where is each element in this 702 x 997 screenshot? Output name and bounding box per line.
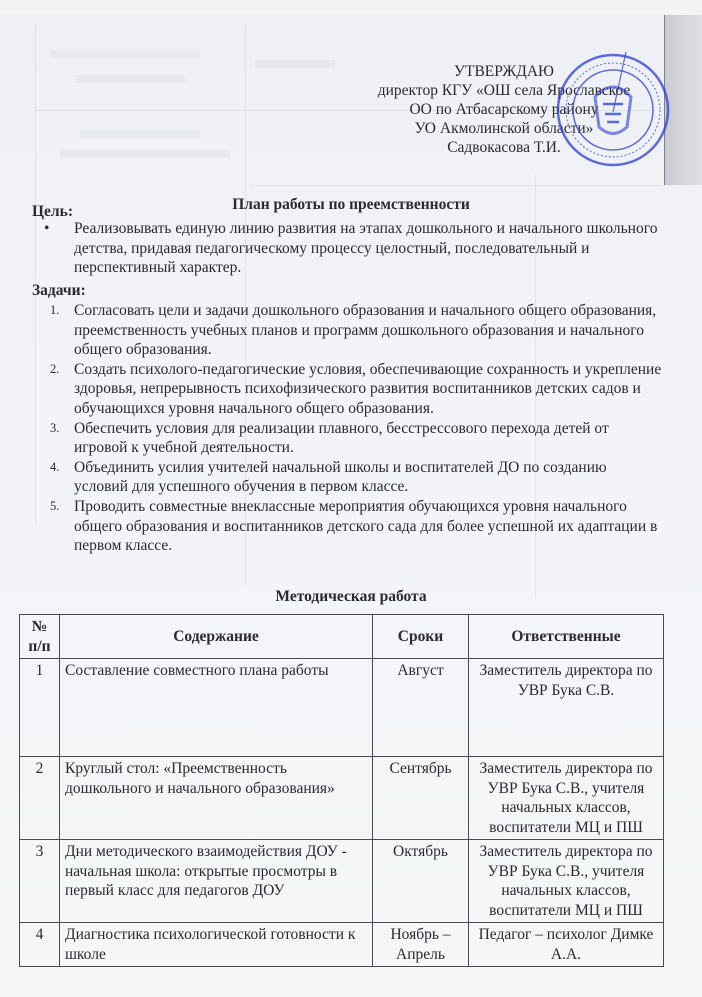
task-number: 1. <box>50 303 60 317</box>
column-header-term: Сроки <box>373 615 469 659</box>
bleed-through-line <box>35 25 36 525</box>
task-number: 2. <box>50 361 60 376</box>
cell-term: Август <box>373 659 469 757</box>
approval-line: ОО по Атбасарскому району <box>409 101 599 118</box>
cell-content: Диагностика психологической готовности к школе <box>60 923 373 967</box>
cell-term: Сентябрь <box>373 757 469 840</box>
column-header-number: № п/п <box>20 615 60 659</box>
task-item <box>50 360 662 419</box>
task-item <box>50 497 662 556</box>
table-row <box>20 840 664 923</box>
bleed-through-line <box>250 185 660 186</box>
task-text: Проводить совместные внеклассные мероприятия обучающихся уровня начального общего образования и воспитанников детского сада для более успешной их адаптации в первом классе. <box>74 497 658 555</box>
task-item <box>50 458 662 497</box>
bleed-through-text <box>80 130 200 138</box>
task-item <box>50 419 662 458</box>
methodical-work-table <box>19 614 664 967</box>
bleed-through-text <box>60 150 230 158</box>
cell-content: Дни методического взаимодействия ДОУ - начальная школа: открытые просмотры в первый класс для педагогов ДОУ <box>60 840 373 923</box>
task-number: 5. <box>50 498 60 513</box>
cell-responsible: Заместитель директора по УВР Бука С.В. <box>469 659 664 757</box>
table-row <box>20 659 664 757</box>
goal-text: Реализовывать единую линию развития на этапах дошкольного и начального школьного детства, придавая педагогическому процессу целостный, последовательный и перспективный характер. <box>74 220 658 276</box>
approval-line: директор КГУ «ОШ села Ярославское <box>377 82 631 99</box>
table-header-row <box>20 615 664 659</box>
cell-content: Круглый стол: «Преемственность дошкольного и начального образования» <box>60 757 373 840</box>
table-row <box>20 757 664 840</box>
approval-heading: УТВЕРЖДАЮ <box>454 63 554 80</box>
bleed-through-text <box>75 75 185 83</box>
cell-number: 1 <box>20 659 60 757</box>
cell-term: Октябрь <box>373 840 469 923</box>
goal-item <box>44 219 664 278</box>
background-surface <box>0 0 702 16</box>
approval-line: УО Акмолинской области» <box>414 120 594 137</box>
task-item <box>50 301 662 360</box>
task-number: 3. <box>50 420 60 435</box>
table-row <box>20 923 664 967</box>
cell-content: Составление совместного плана работы <box>60 659 373 757</box>
stamp-emblem-detail <box>603 104 623 122</box>
cell-term: Ноябрь – Апрель <box>373 923 469 967</box>
column-header-responsible: Ответственные <box>469 615 664 659</box>
task-text: Объединить усилия учителей начальной школы и воспитателей ДО по созданию условий для успешного обучения в первом классе. <box>74 458 607 496</box>
bleed-through-text <box>50 50 200 58</box>
cell-responsible: Заместитель директора по УВР Бука С.В., учителя начальных классов, воспитатели МЦ и ПШ <box>469 840 664 923</box>
column-header-content: Содержание <box>60 615 373 659</box>
approval-signer: Садвокасова Т.И. <box>447 139 561 156</box>
bleed-through-text <box>255 60 335 68</box>
task-text: Обеспечить условия для реализации плавного, бесстрессового перехода детей от игровой к учебной деятельности. <box>74 419 609 457</box>
task-text: Создать психолого-педагогические условия, обеспечивающие сохранность и укрепление здоровья, непрерывность психофизического развития воспитанников детских садов и обучающихся уровня начального общего образования. <box>74 360 662 417</box>
task-number: 4. <box>50 459 60 474</box>
bullet-icon: • <box>44 220 50 237</box>
cell-responsible: Заместитель директора по УВР Бука С.В., учителя начальных классов, воспитатели МЦ и ПШ <box>469 757 664 840</box>
task-text: Согласовать цели и задачи дошкольного образования и начального общего образования, преемственность учебных планов и программ дошкольного образования и начального общего образования. <box>74 302 657 359</box>
document-title: План работы по преемственности <box>232 196 470 213</box>
school-stamp <box>555 52 671 168</box>
goal-label: Цель: <box>32 203 73 220</box>
cell-number: 3 <box>20 840 60 923</box>
section-title: Методическая работа <box>275 588 427 605</box>
cell-responsible: Педагог – психолог Димке А.А. <box>469 923 664 967</box>
tasks-list <box>50 301 662 556</box>
cell-number: 2 <box>20 757 60 840</box>
tasks-label: Задачи: <box>32 282 86 299</box>
cell-number: 4 <box>20 923 60 967</box>
